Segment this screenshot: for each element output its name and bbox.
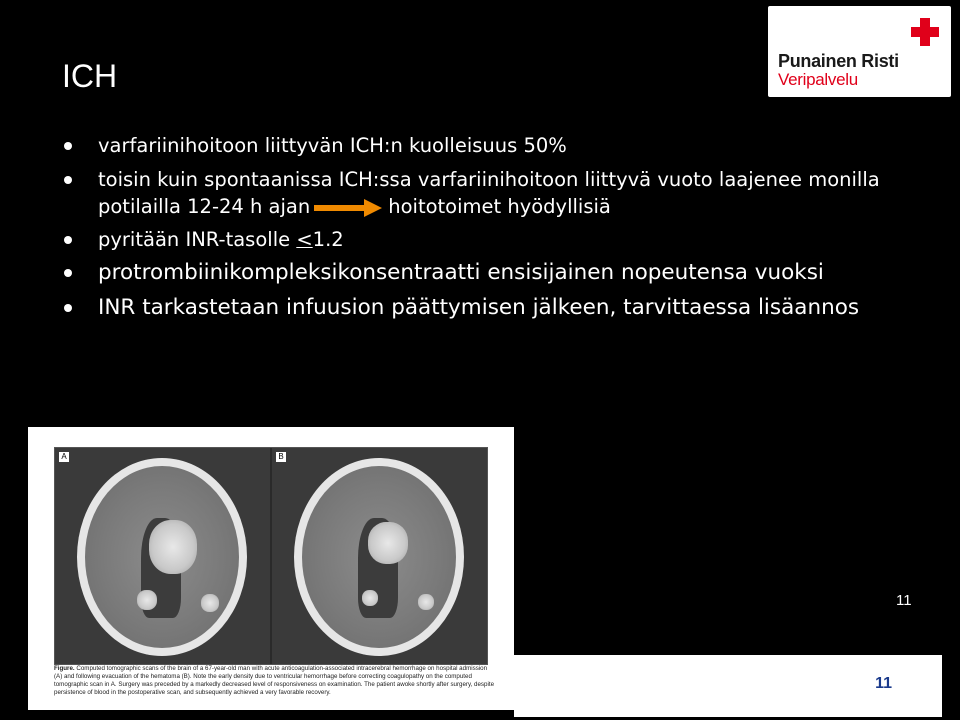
page-number-footer-text: 11 [875, 675, 892, 692]
bullet-text: INR tarkastetaan infuusion päättymisen jälkeen, tarvittaessa lisäannos [98, 295, 860, 320]
bullet-dot-icon [64, 269, 72, 277]
caption-text: Computed tomographic scans of the brain of a 67-year-old man with acute anticoagulation-associated intracerebral hemorrhage on hospital admission (A) and following evacuation of the hematoma (B). Note the early density due to ventricular hemorrhage before correcting coagulopathy on the computed tomographic scan in A. Surgery was preceded by a markedly decreased level of responsiveness on examination. The patient awoke shortly after surgery, despite persistence of blood in the postoperative scan, and subsequently achieved a very favorable recovery. [54, 665, 495, 696]
hemorrhage-shape [368, 522, 408, 564]
bullet-item [60, 166, 880, 220]
bullet-text: toisin kuin spontaanissa ICH:ssa varfariinihoitoon liittyvä vuoto laajenee monilla potilailla 12-24 h ajan [98, 168, 880, 218]
bullet-dot-icon [64, 236, 72, 244]
bullet-list [60, 132, 880, 328]
bullet-item [60, 132, 880, 159]
hemorrhage-shape [149, 520, 197, 574]
bullet-text: varfariinihoitoon liittyvän ICH:n kuolleisuus 50% [98, 134, 567, 157]
ct-scan-figure [28, 427, 514, 710]
bullet-text-value: 1.2 [312, 228, 344, 251]
ct-scan-panel-a [55, 448, 270, 664]
logo-line1: Punainen Risti [778, 51, 899, 71]
hemorrhage-shape [362, 590, 378, 606]
panel-label: A [59, 452, 69, 462]
bullet-text: pyritään INR-tasolle [98, 228, 297, 251]
panel-label: B [276, 452, 286, 462]
punainen-risti-logo [768, 6, 951, 97]
figure-caption [54, 665, 494, 697]
bullet-item [60, 258, 880, 287]
hemorrhage-shape [418, 594, 434, 610]
logo-line2: Veripalvelu [778, 70, 858, 89]
page-number-footer [514, 655, 942, 717]
bullet-dot-icon [64, 304, 72, 312]
ct-scan-panels [54, 447, 488, 665]
hemorrhage-shape [201, 594, 219, 612]
bullet-item [60, 293, 880, 322]
page-number: 11 [896, 592, 912, 609]
bullet-text: protrombiinikompleksikonsentraatti ensisijainen nopeutensa vuoksi [98, 260, 824, 285]
bullet-dot-icon [64, 176, 72, 184]
ct-scan-panel-b [272, 448, 487, 664]
hemorrhage-shape [137, 590, 157, 610]
caption-label: Figure. [54, 665, 75, 672]
bullet-item [60, 226, 880, 253]
bullet-dot-icon [64, 142, 72, 150]
arrow-right-icon [314, 201, 382, 215]
bullet-text-continued: hoitotoimet hyödyllisiä [388, 195, 611, 218]
red-cross-icon [911, 18, 939, 46]
slide-title: ICH [62, 58, 118, 94]
less-or-equal-symbol: < [296, 228, 313, 251]
